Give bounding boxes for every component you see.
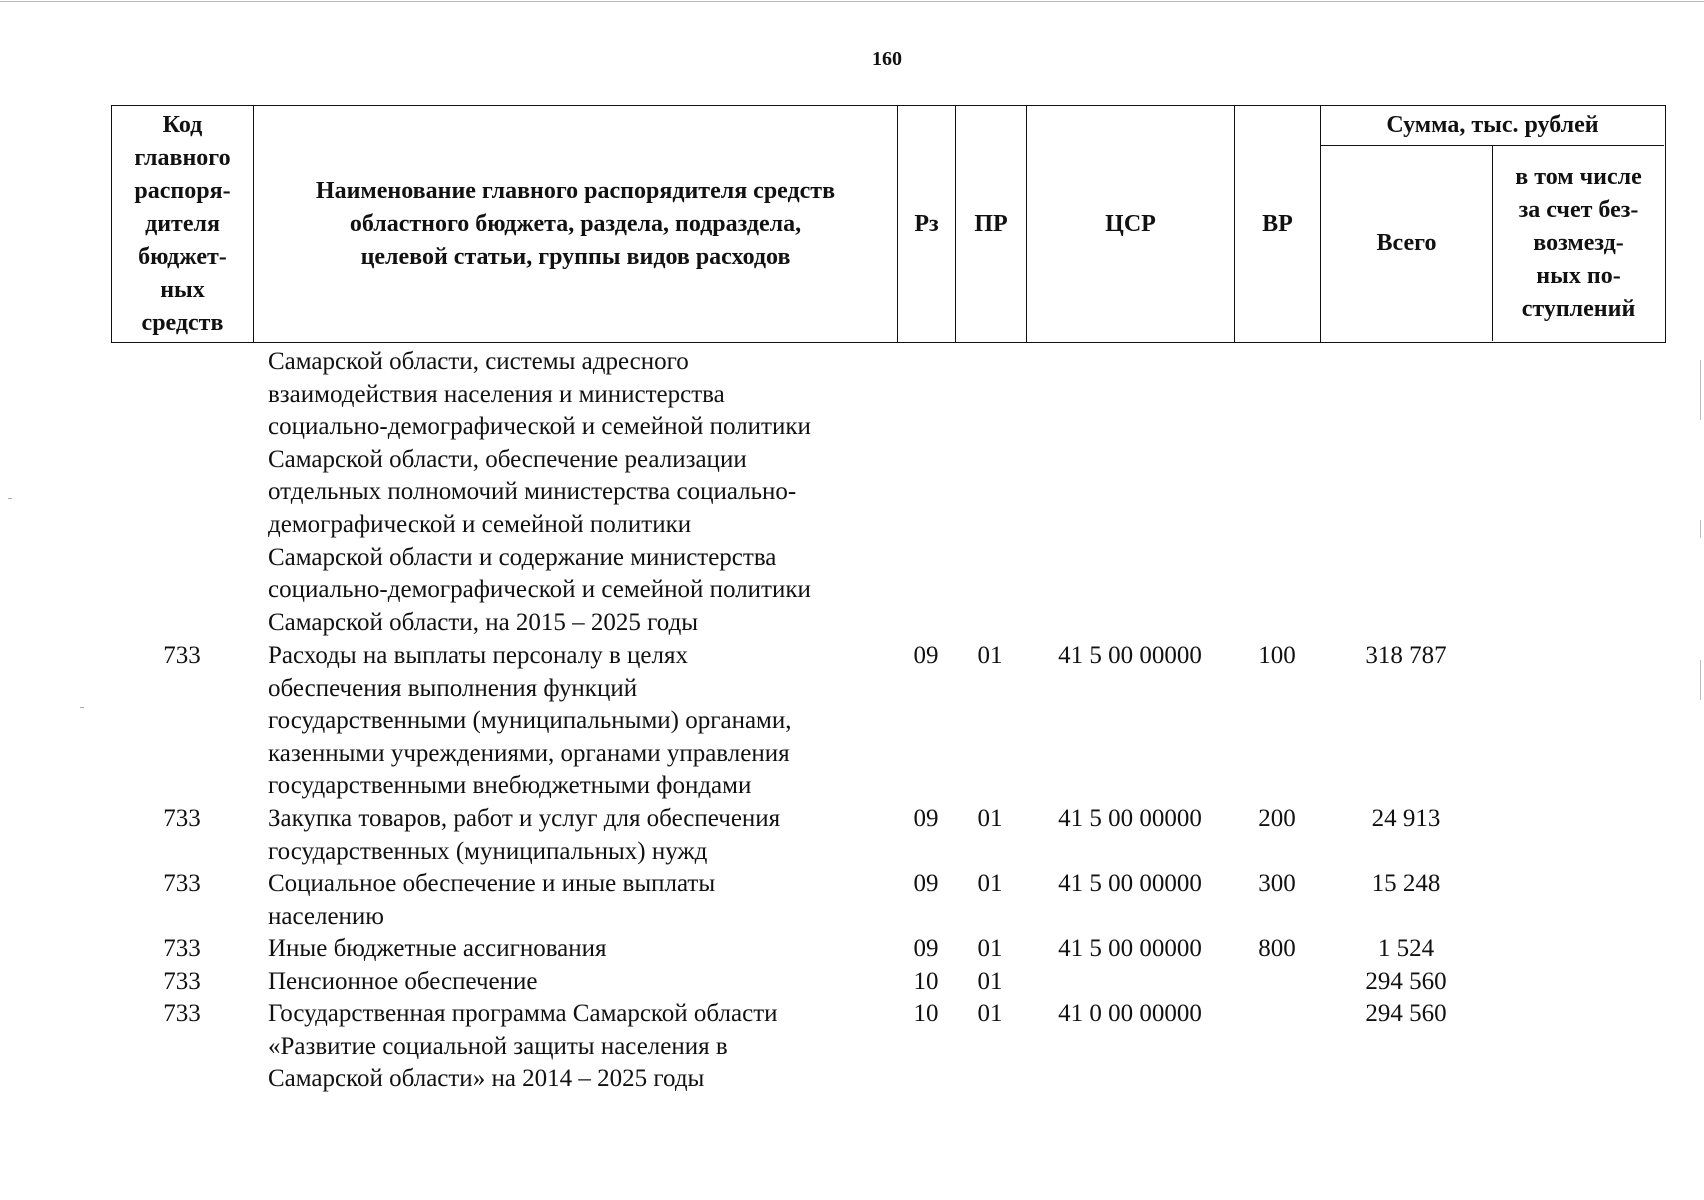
header-csr: ЦСР: [1027, 106, 1235, 342]
header-name-line: целевой статьи, группы видов расходов: [360, 243, 791, 270]
scan-margin-mark: [1700, 360, 1701, 420]
row-code: 733: [163, 935, 201, 962]
row-name: [268, 346, 1008, 639]
row-rz: 09: [913, 805, 939, 832]
row-name-line: Самарской области и содержание министерства: [268, 543, 777, 571]
header-name-text: [316, 175, 835, 274]
row-pr: 01: [977, 935, 1003, 962]
row-name-line: государственными (муниципальными) органами,: [268, 707, 792, 735]
header-sum-group: [1321, 106, 1664, 342]
row-vr: 200: [1258, 805, 1296, 832]
header-name-line: Наименование главного распорядителя средств: [315, 177, 836, 204]
row-name-line: государственными внебюджетными фондами: [268, 772, 752, 800]
row-name-line: обеспечения выполнения функций: [268, 674, 638, 702]
row-name-line: Самарской области, обеспечение реализации: [268, 445, 747, 473]
scan-top-edge: [0, 1, 1704, 2]
header-free-line: ступлений: [1521, 296, 1636, 322]
header-rz: Рз: [898, 106, 956, 342]
row-pr: 01: [977, 1000, 1003, 1027]
row-name-line: социально-демографической и семейной политики: [268, 576, 811, 604]
header-free-line: в том числе: [1515, 164, 1642, 190]
row-name-line: «Развитие социальной защиты населения в: [268, 1032, 728, 1060]
row-pr: 01: [977, 642, 1003, 669]
row-name-line: Государственная программа Самарской области: [268, 1000, 778, 1027]
row-name-line: Самарской области, на 2015 – 2025 годы: [268, 608, 699, 636]
row-name-line: социально-демографической и семейной политики: [268, 413, 811, 441]
header-total: Всего: [1321, 146, 1493, 341]
row-vr: 800: [1258, 935, 1296, 962]
row-rz: 09: [913, 642, 939, 669]
row-rz: 09: [913, 935, 939, 962]
row-csr: 41 5 00 00000: [1058, 870, 1202, 897]
row-code: 733: [163, 1000, 201, 1027]
header-name: [254, 106, 898, 342]
row-name-line: демографической и семейной политики: [268, 510, 692, 538]
row-code: 733: [163, 805, 201, 832]
scan-margin-mark: [1700, 660, 1701, 700]
row-csr: 41 5 00 00000: [1058, 642, 1202, 669]
header-code-text: [134, 109, 230, 340]
row-code: 733: [163, 870, 201, 897]
row-code: 733: [163, 968, 201, 995]
header-code-line: дителя: [145, 210, 220, 237]
row-csr: 41 5 00 00000: [1058, 805, 1202, 832]
row-name-line: казенными учреждениями, органами управления: [268, 739, 790, 767]
header-code-line: бюджет-: [138, 243, 227, 270]
page-number: 160: [872, 48, 902, 70]
row-name-line: Расходы на выплаты персоналу в целях: [268, 642, 688, 669]
row-total: 294 560: [1365, 968, 1447, 995]
header-code-line: средств: [141, 309, 224, 336]
row-name-line: населению: [268, 902, 384, 930]
header-code-line: ных: [160, 276, 205, 303]
header-free-text: [1515, 161, 1641, 326]
row-rz: 09: [913, 870, 939, 897]
row-total: 15 248: [1371, 870, 1441, 897]
row-name-line: взаимодействия населения и министерства: [268, 380, 725, 408]
row-csr: 41 5 00 00000: [1058, 935, 1202, 962]
row-total: 1 524: [1377, 935, 1435, 962]
row-name-line: Самарской области, системы адресного: [268, 348, 689, 375]
scan-speck: [8, 498, 12, 499]
header-free-line: ных по-: [1536, 263, 1621, 289]
table-header: [111, 105, 1666, 343]
row-pr: 01: [977, 968, 1003, 995]
header-free: [1493, 146, 1664, 341]
row-vr: 300: [1258, 870, 1296, 897]
row-total: 24 913: [1371, 805, 1441, 832]
row-total: 318 787: [1365, 642, 1447, 669]
header-code-line: распоря-: [134, 177, 231, 204]
row-name-line: отдельных полномочий министерства социально-: [268, 478, 797, 506]
row-csr: 41 0 00 00000: [1058, 1000, 1202, 1027]
header-pr: ПР: [956, 106, 1027, 342]
row-total: 294 560: [1365, 1000, 1447, 1027]
header-sum-title: Сумма, тыс. рублей: [1321, 106, 1664, 146]
header-code-line: главного: [134, 144, 231, 171]
header-free-line: возмезд-: [1533, 230, 1624, 256]
row-name-line: Иные бюджетные ассигнования: [268, 935, 607, 962]
row-pr: 01: [977, 805, 1003, 832]
scan-margin-mark: [1700, 520, 1701, 538]
row-name-line: Закупка товаров, работ и услуг для обеспечения: [268, 805, 781, 832]
row-name-line: государственных (муниципальных) нужд: [268, 837, 708, 865]
header-name-line: областного бюджета, раздела, подраздела,: [349, 210, 802, 237]
row-code: 733: [163, 642, 201, 669]
row-pr: 01: [977, 870, 1003, 897]
row-name-line: Самарской области» на 2014 – 2025 годы: [268, 1065, 705, 1093]
header-vr: ВР: [1235, 106, 1321, 342]
row-name-line: Социальное обеспечение и иные выплаты: [268, 870, 716, 897]
header-code: [112, 106, 254, 342]
row-vr: 100: [1258, 642, 1296, 669]
header-code-line: Код: [162, 111, 203, 138]
row-name-line: Пенсионное обеспечение: [268, 968, 538, 995]
scan-speck: [80, 707, 84, 708]
row-rz: 10: [913, 968, 939, 995]
header-free-line: за счет без-: [1518, 197, 1639, 223]
row-rz: 10: [913, 1000, 939, 1027]
